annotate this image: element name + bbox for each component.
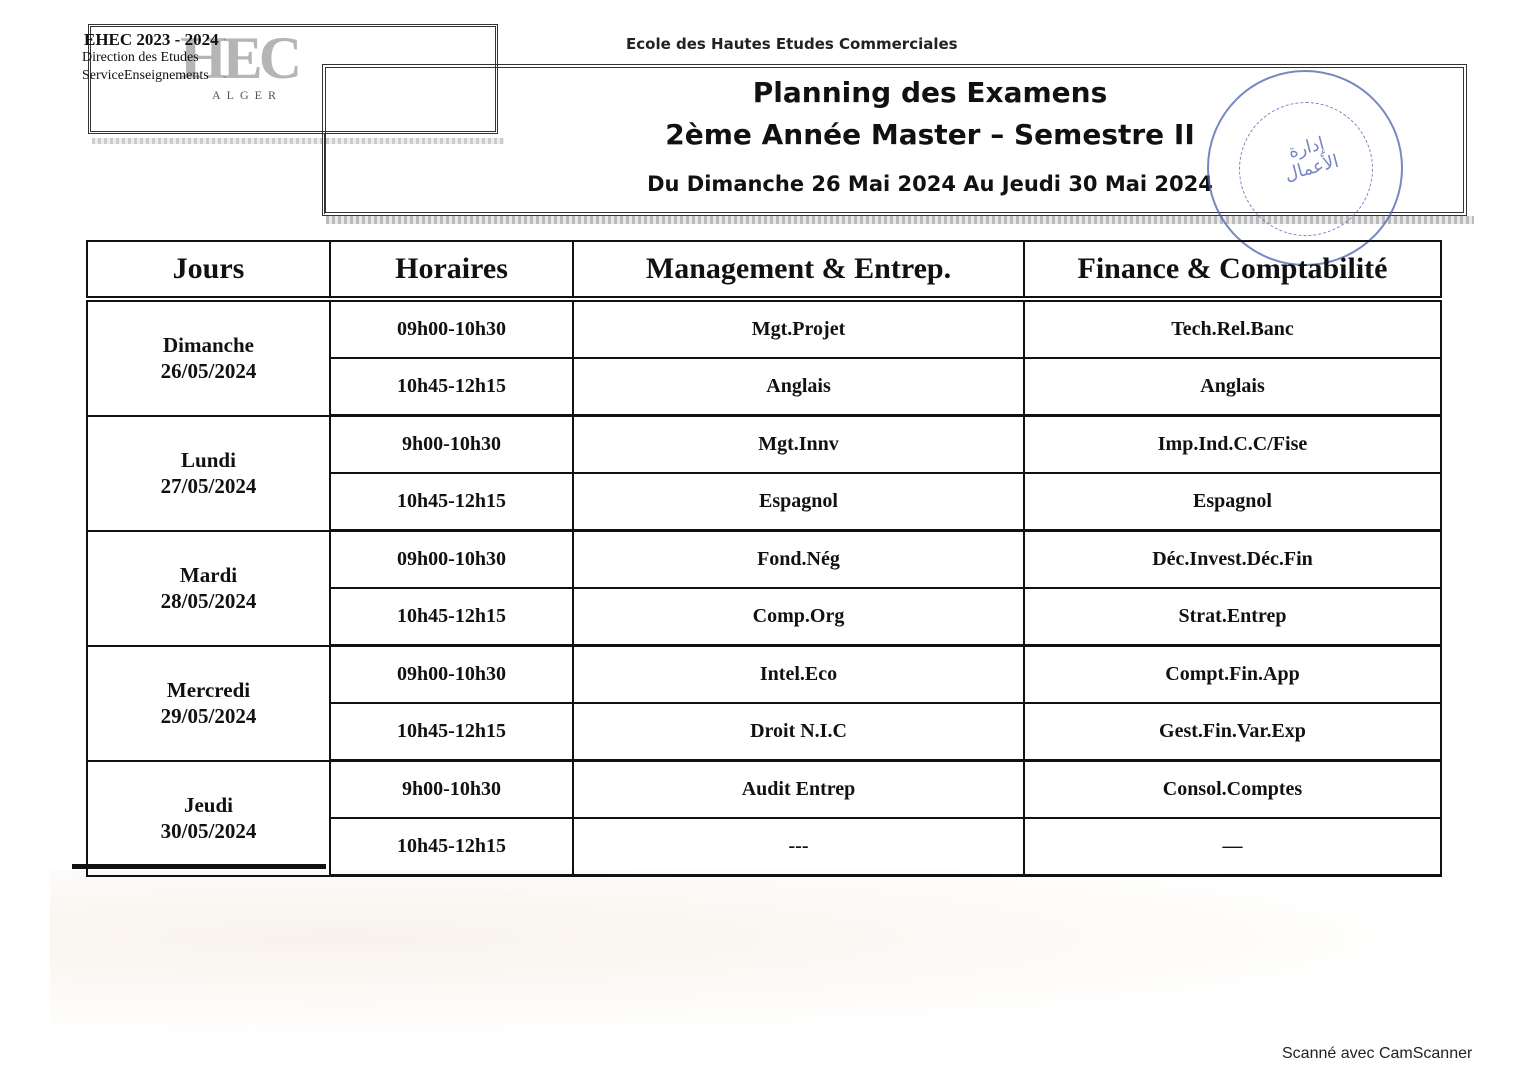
table-row <box>87 646 1441 704</box>
service-label: ServiceEnseignements <box>82 68 209 83</box>
time-cell: 10h45-12h15 <box>330 703 573 761</box>
day-date: 28/05/2024 <box>160 589 257 613</box>
time-cell: 09h00-10h30 <box>330 531 573 589</box>
day-cell <box>87 416 330 531</box>
fin-exam-cell: Espagnol <box>1024 473 1441 531</box>
table-row <box>87 531 1441 589</box>
day-date: 27/05/2024 <box>160 474 257 498</box>
table-bottom-rule <box>72 864 326 869</box>
mgt-exam-cell: Mgt.Innv <box>573 416 1024 474</box>
day-date: 30/05/2024 <box>160 819 257 843</box>
fin-exam-cell: — <box>1024 818 1441 876</box>
mgt-exam-cell: Droit N.I.C <box>573 703 1024 761</box>
time-cell: 10h45-12h15 <box>330 818 573 876</box>
school-name: Ecole des Hautes Etudes Commerciales <box>626 35 958 53</box>
direction-label: Direction des Etudes <box>82 50 199 65</box>
header-horaires: Horaires <box>330 241 573 299</box>
mgt-exam-cell: Anglais <box>573 358 1024 416</box>
mgt-exam-cell: --- <box>573 818 1024 876</box>
table-row <box>87 299 1441 358</box>
fin-exam-cell: Strat.Entrep <box>1024 588 1441 646</box>
header-jours: Jours <box>87 241 330 299</box>
time-cell: 9h00-10h30 <box>330 761 573 819</box>
fin-exam-cell: Tech.Rel.Banc <box>1024 299 1441 358</box>
hec-logo-subtitle: ALGER <box>212 88 282 102</box>
fin-exam-cell: Gest.Fin.Var.Exp <box>1024 703 1441 761</box>
header-finance: Finance & Comptabilité <box>1024 241 1441 299</box>
table-header-row <box>87 241 1441 299</box>
day-name: Jeudi <box>183 793 233 817</box>
mgt-exam-cell: Mgt.Projet <box>573 299 1024 358</box>
day-name: Dimanche <box>163 333 254 358</box>
mgt-exam-cell: Fond.Nég <box>573 531 1024 589</box>
time-cell: 10h45-12h15 <box>330 588 573 646</box>
academic-year: EHEC 2023 - 2024 <box>84 30 219 49</box>
day-cell <box>87 531 330 646</box>
day-date: 26/05/2024 <box>160 359 257 384</box>
day-cell <box>87 299 330 416</box>
time-cell: 10h45-12h15 <box>330 358 573 416</box>
mgt-exam-cell: Audit Entrep <box>573 761 1024 819</box>
mgt-exam-cell: Intel.Eco <box>573 646 1024 704</box>
mgt-exam-cell: Espagnol <box>573 473 1024 531</box>
day-date: 29/05/2024 <box>160 704 257 728</box>
stamp-text: إدارة الأعمال <box>1282 133 1341 186</box>
hec-logo: HEC <box>180 25 299 91</box>
time-cell: 09h00-10h30 <box>330 646 573 704</box>
exam-period: Du Dimanche 26 Mai 2024 Au Jeudi 30 Mai 2024 <box>647 172 1213 196</box>
fin-exam-cell: Consol.Comptes <box>1024 761 1441 819</box>
fin-exam-cell: Anglais <box>1024 358 1441 416</box>
page-title: Planning des Examens <box>752 76 1108 109</box>
day-cell <box>87 646 330 761</box>
official-stamp-icon <box>1207 70 1403 266</box>
day-name: Mardi <box>179 563 238 587</box>
scanner-watermark: Scanné avec CamScanner <box>1282 1045 1473 1062</box>
mgt-exam-cell: Comp.Org <box>573 588 1024 646</box>
header-management: Management & Entrep. <box>573 241 1024 299</box>
table-row <box>87 761 1441 819</box>
time-cell: 09h00-10h30 <box>330 299 573 358</box>
day-name: Lundi <box>181 448 236 472</box>
time-cell: 9h00-10h30 <box>330 416 573 474</box>
page-subtitle: 2ème Année Master – Semestre II <box>665 118 1195 151</box>
time-cell: 10h45-12h15 <box>330 473 573 531</box>
fin-exam-cell: Déc.Invest.Déc.Fin <box>1024 531 1441 589</box>
exam-schedule-table <box>86 240 1442 877</box>
day-name: Mercredi <box>166 678 251 702</box>
table-row <box>87 416 1441 474</box>
paper-stain <box>50 870 1500 1040</box>
day-cell <box>87 761 330 876</box>
fin-exam-cell: Imp.Ind.C.C/Fise <box>1024 416 1441 474</box>
fin-exam-cell: Compt.Fin.App <box>1024 646 1441 704</box>
